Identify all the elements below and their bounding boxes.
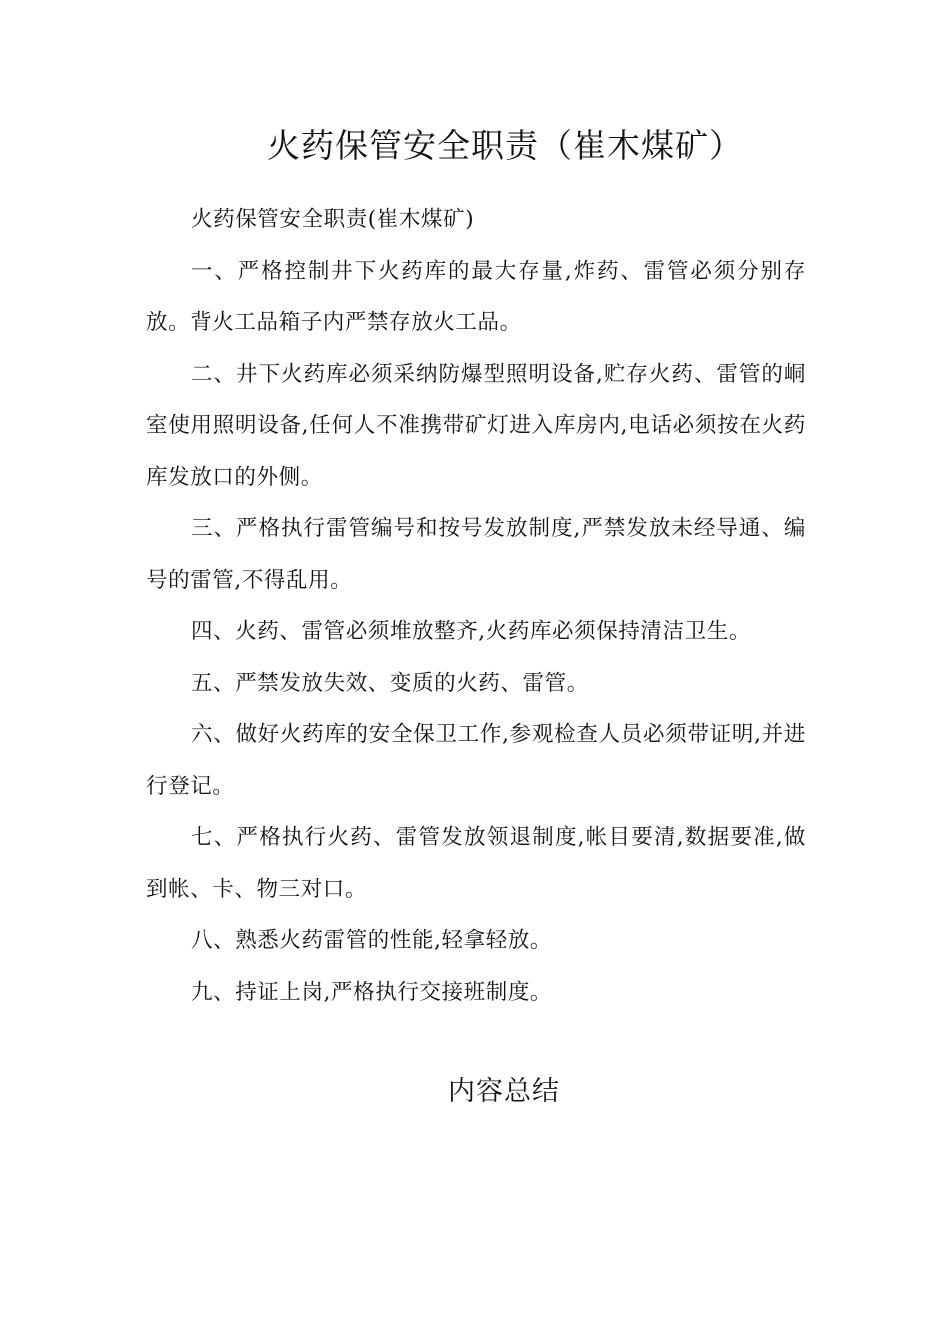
paragraph-item-1: 一、严格控制井下火药库的最大存量,炸药、雷管必须分别存放。背火工品箱子内严禁存放火工品。: [146, 258, 806, 335]
document-title: 火药保管安全职责（崔木煤矿）: [267, 126, 743, 165]
paragraph-item-8: 八、熟悉火药雷管的性能,轻拿轻放。: [191, 928, 553, 953]
paragraph-item-4: 四、火药、雷管必须堆放整齐,火药库必须保持清洁卫生。: [191, 619, 751, 644]
document-body: [146, 194, 806, 1018]
summary-heading: 内容总结: [448, 1076, 560, 1107]
paragraph-subtitle: 火药保管安全职责(崔木煤矿): [191, 207, 475, 232]
paragraph-item-7: 七、严格执行火药、雷管发放领退制度,帐目要清,数据要准,做到帐、卡、物三对口。: [146, 825, 806, 902]
paragraph-item-5: 五、严禁发放失效、变质的火药、雷管。: [191, 670, 589, 696]
paragraph-item-3: 三、严格执行雷管编号和按号发放制度,严禁发放未经导通、编号的雷管,不得乱用。: [146, 516, 806, 593]
paragraph-item-6: 六、做好火药库的安全保卫工作,参观检查人员必须带证明,并进行登记。: [146, 722, 806, 799]
paragraph-item-2: 二、井下火药库必须采纳防爆型照明设备,贮存火药、雷管的峒室使用照明设备,任何人不准携带矿灯进入库房内,电话必须按在火药库发放口的外侧。: [146, 361, 806, 490]
paragraph-item-9: 九、持证上岗,严格执行交接班制度。: [191, 979, 553, 1005]
